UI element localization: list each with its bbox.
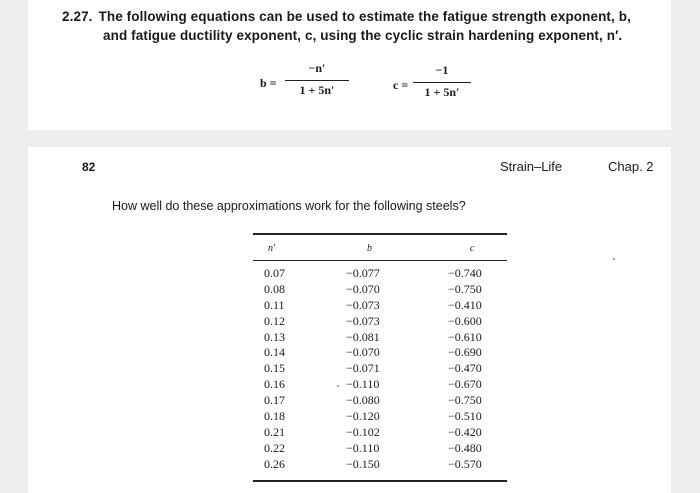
table-cell: −0.073 <box>346 297 380 312</box>
table-cell: −0.510 <box>448 409 482 424</box>
table-cell: −0.110 <box>346 440 380 455</box>
table-cell: −0.120 <box>346 409 380 424</box>
table-cell: 0.18 <box>264 409 285 424</box>
table-cell: −0.070 <box>346 345 380 360</box>
formula-b-numerator: −n′ <box>308 61 326 75</box>
table-cell: −0.150 <box>346 456 380 471</box>
column-header-b: b <box>367 243 372 254</box>
table-cell: 0.21 <box>264 424 285 439</box>
column-n-prime <box>264 266 285 473</box>
print-speck <box>613 258 615 260</box>
formula-c-numerator: −1 <box>435 63 449 77</box>
formula-c-denominator: 1 + 5n′ <box>424 85 460 99</box>
page-number: 82 <box>82 160 96 174</box>
table-cell: −0.073 <box>346 313 380 328</box>
running-head-section: Strain–Life <box>500 159 563 174</box>
formula-b-denominator: 1 + 5n′ <box>299 83 335 97</box>
problem-text-1: The following equations can be used to estimate the fatigue strength exponent, b, <box>98 9 631 24</box>
table-cell: −0.470 <box>448 361 482 376</box>
question-text: How well do these approximations work for the following steels? <box>112 199 466 213</box>
table-cell: −0.070 <box>346 281 380 296</box>
table-cell: −0.600 <box>448 313 482 328</box>
column-c <box>448 266 482 473</box>
print-speck <box>337 385 339 387</box>
table-cell: 0.11 <box>264 297 285 312</box>
table-cell: −0.610 <box>448 329 482 344</box>
table-cell: 0.12 <box>264 313 285 328</box>
table-cell: −0.410 <box>448 297 482 312</box>
table-cell: −0.102 <box>346 424 380 439</box>
table-cell: −0.480 <box>448 440 482 455</box>
table-top-rule <box>253 233 507 235</box>
table-cell: −0.740 <box>448 266 482 280</box>
running-head-chapter: Chap. 2 <box>608 159 654 174</box>
column-header-n-prime: n′ <box>268 243 276 254</box>
table-bottom-rule <box>253 480 507 482</box>
table-cell: 0.13 <box>264 329 285 344</box>
problem-statement-line-1 <box>62 9 631 24</box>
table-cell: −0.670 <box>448 377 482 392</box>
table-cell: 0.17 <box>264 393 285 408</box>
table-header-rule <box>253 260 507 261</box>
formula-c-lhs: c = <box>393 78 409 92</box>
column-b <box>346 266 380 473</box>
table-cell: −0.080 <box>346 393 380 408</box>
table-cell: −0.110 <box>346 377 380 392</box>
column-header-c: c <box>470 243 475 254</box>
problem-statement-line-2: and fatigue ductility exponent, c, using the cyclic strain hardening exponent, n′. <box>103 28 623 43</box>
table-cell: −0.420 <box>448 424 482 439</box>
formula-b-fraction-bar <box>285 80 349 81</box>
table-cell: 0.16 <box>264 377 285 392</box>
table-cell: −0.077 <box>346 266 380 280</box>
table-cell: −0.570 <box>448 456 482 471</box>
table-cell: 0.15 <box>264 361 285 376</box>
table-cell: −0.081 <box>346 329 380 344</box>
table-cell: 0.08 <box>264 281 285 296</box>
table-cell: −0.750 <box>448 393 482 408</box>
problem-number: 2.27. <box>62 9 93 24</box>
formula-b-lhs: b = <box>260 76 277 90</box>
table-cell: 0.07 <box>264 266 285 280</box>
table-cell: 0.14 <box>264 345 285 360</box>
table-cell: 0.26 <box>264 456 285 471</box>
table-cell: −0.071 <box>346 361 380 376</box>
table-cell: −0.690 <box>448 345 482 360</box>
formula-c-fraction-bar <box>413 82 471 83</box>
table-cell: −0.750 <box>448 281 482 296</box>
table-cell: 0.22 <box>264 440 285 455</box>
